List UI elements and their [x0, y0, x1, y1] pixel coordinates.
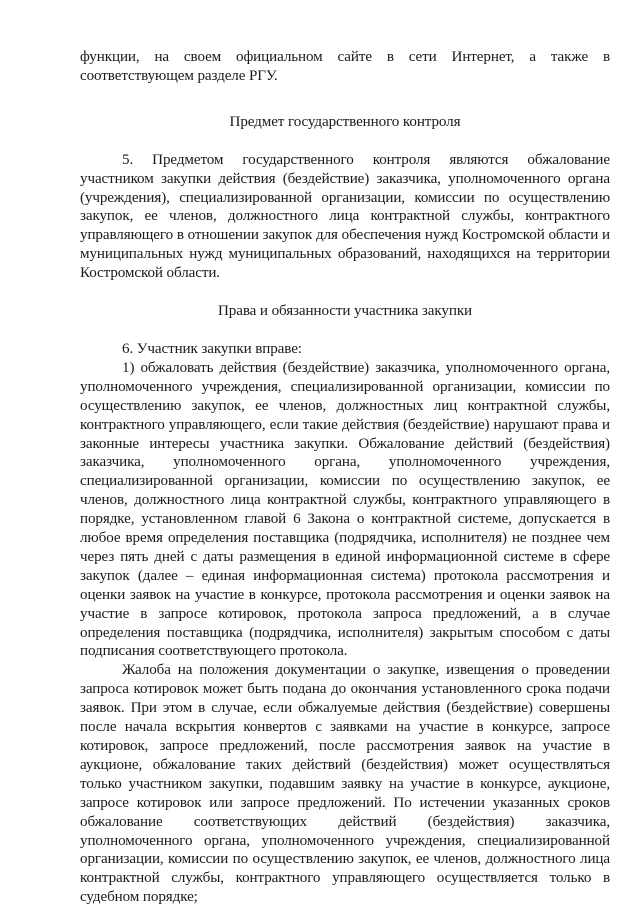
paragraph-6-complaint: Жалоба на положения документации о закупке, извещения о проведении запроса котировок может быть подана до окончания установленного срока подачи заявок. При этом в случае, если обжалуемые действия (бездействие) совершены после начала вскрытия конвертов с заявками на участие в конкурсе, запросе котировок, запросе предложений, после рассмотрения заявок на участие в аукционе, обжалование таких действий (бездействия) может осуществляться только участником закупки, подавшим заявку на участие в конкурсе, аукционе, запросе котировок или запросе предложений. По истечении указанных сроков обжалование соответствующих действий (бездействия) заказчика, уполномоченного органа, уполномоченного учреждения, специализированной организации, комиссии по осуществлению закупок, ее членов, должностного лица контрактной службы, контрактного управляющего осуществляется только в судебном порядке;: [80, 662, 610, 906]
paragraph-6-intro: 6. Участник закупки вправе:: [122, 340, 302, 357]
continuation-paragraph: функции, на своем официальном сайте в сети Интернет, а также в соответствующем разделе РГУ.: [80, 49, 610, 84]
paragraph-6-item-1: 1) обжаловать действия (бездействие) заказчика, уполномоченного органа, уполномоченного учреждения, специализированной организации, комиссии по осуществлению закупок, ее членов, должностных лиц контрактной службы, контрактного управляющего, если такие действия (бездействие) нарушают права и законные интересы участника закупки. Обжалование действий (бездействия) заказчика, уполномоченного органа, уполномоченного учреждения, специализированной организации, комиссии по осуществлению закупок, ее членов, должностного лица контрактной службы, контрактного управляющего в порядке, установленном главой 6 Закона о контрактной системе, допускается в любое время определения поставщика (подрядчика, исполнителя) не позднее чем через пять дней с даты размещения в единой информационной системе в сфере закупок (далее – единая информационная система) протокола рассмотрения и оценки заявок на участие в конкурсе, протокола рассмотрения и оценки заявок на участие в запросе котировок, протокола запроса предложений, а в случае определения поставщика (подрядчика, исполнителя) закрытым способом с даты подписания соответствующего протокола.: [80, 359, 610, 660]
paragraph-5: 5. Предметом государственного контроля являются обжалование участником закупки действия (бездействие) заказчика, уполномоченного органа (учреждения), специализированной организации, комиссии по осуществлению закупок, ее членов, должностного лица контрактной службы, контрактного управляющего в отношении закупок для обеспечения нужд Костромской области и муниципальных нужд муниципальных образований, находящихся на территории Костромской области.: [80, 151, 610, 282]
section-heading-subject: Предмет государственного контроля: [229, 113, 461, 130]
section-heading-rights: Права и обязанности участника закупки: [217, 303, 473, 320]
